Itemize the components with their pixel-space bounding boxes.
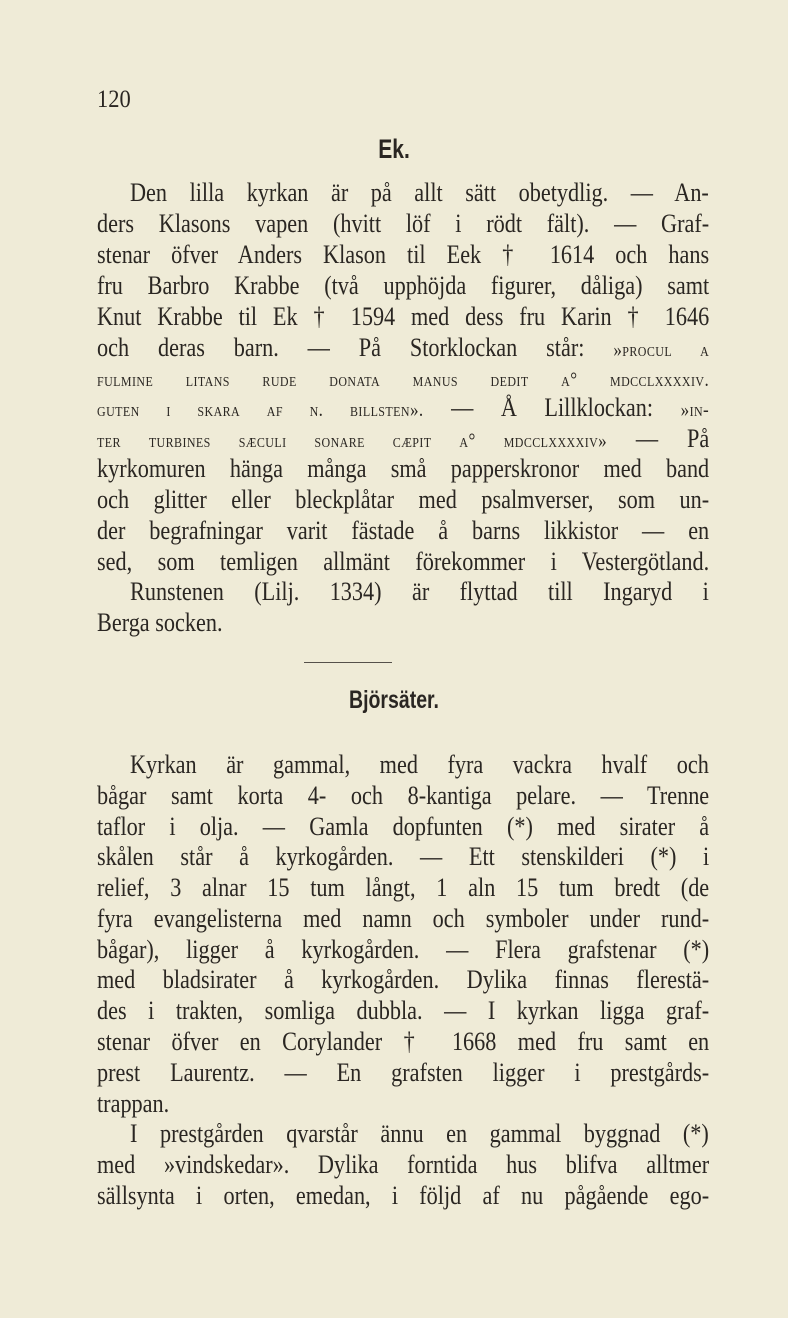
text-line (97, 392, 709, 423)
inscription-text: »procul a (613, 339, 710, 361)
text-line (97, 332, 709, 363)
text-line: trappan. (97, 1089, 170, 1118)
text-line: skålen står å kyrkogården. — Ett stenskilderi (*) i (97, 842, 710, 871)
inscription-text: ter turbines sæculi sonare cæpit a° mdcclxxxxiv» (97, 430, 608, 452)
text-line: stenar öfver en Corylander † 1668 med fru samt en (97, 1027, 710, 1056)
section-divider (304, 662, 392, 663)
text-segment: och deras barn. — På Storklockan står: (97, 333, 614, 362)
text-line: sed, som temligen allmänt förekommer i Vestergötland. (97, 547, 710, 576)
section-title-bjorsater: Björsäter. (349, 686, 439, 714)
text-line: prest Laurentz. — En grafsten ligger i prestgårds- (97, 1058, 710, 1087)
text-line: Kyrkan är gammal, med fyra vackra hvalf och (130, 750, 709, 779)
text-line: der begrafningar varit fästade å barns likkistor — en (97, 516, 710, 545)
text-line: des i trakten, somliga dubbla. — I kyrkan ligga graf- (97, 996, 710, 1025)
text-line: bågar), ligger å kyrkogården. — Flera grafstenar (*) (97, 935, 710, 964)
text-line: stenar öfver Anders Klason til Eek † 1614 och hans (97, 240, 710, 269)
inscription-text: »in- (680, 399, 710, 421)
page-number: 120 (97, 86, 131, 113)
section-title-ek: Ek. (378, 134, 410, 164)
text-line: Knut Krabbe til Ek † 1594 med dess fru Karin † 1646 (97, 302, 710, 331)
text-line: sällsynta i orten, emedan, i följd af nu pågående ego- (97, 1181, 710, 1210)
text-line (97, 362, 709, 393)
text-line: med bladsirater å kyrkogården. Dylika finnas flerestä- (97, 965, 710, 994)
text-segment: — På (607, 424, 710, 453)
text-line: taflor i olja. — Gamla dopfunten (*) med sirater å (97, 812, 710, 841)
inscription-text: guten i skara af n. billsten». (97, 399, 424, 421)
text-line: I prestgården qvarstår ännu en gammal byggnad (*) (130, 1119, 709, 1148)
text-line: Runstenen (Lilj. 1334) är flyttad till Ingaryd i (130, 577, 709, 606)
text-line: Den lilla kyrkan är på allt sätt obetydlig. — An- (130, 178, 709, 207)
text-line: fyra evangelisterna med namn och symboler under rund- (97, 904, 710, 933)
text-line: ders Klasons vapen (hvitt löf i rödt fält). — Graf- (97, 209, 710, 238)
text-line: med »vindskedar». Dylika forntida hus blifva alltmer (97, 1150, 710, 1179)
text-line: och glitter eller bleckplåtar med psalmverser, som un- (97, 485, 710, 514)
text-line: Berga socken. (97, 608, 223, 637)
text-line: relief, 3 alnar 15 tum långt, 1 aln 15 tum bredt (de (97, 873, 710, 902)
text-line (97, 423, 709, 454)
inscription-text: fulmine litans rude donata manus dedit a° mdcclxxxxiv. (97, 369, 710, 391)
text-line: bågar samt korta 4- och 8-kantiga pelare. — Trenne (97, 781, 710, 810)
text-line: kyrkomuren hänga många små papperskronor med band (97, 454, 710, 483)
text-segment: — Å Lillklockan: (423, 393, 681, 422)
text-line: fru Barbro Krabbe (två upphöjda figurer, dåliga) samt (97, 271, 710, 300)
